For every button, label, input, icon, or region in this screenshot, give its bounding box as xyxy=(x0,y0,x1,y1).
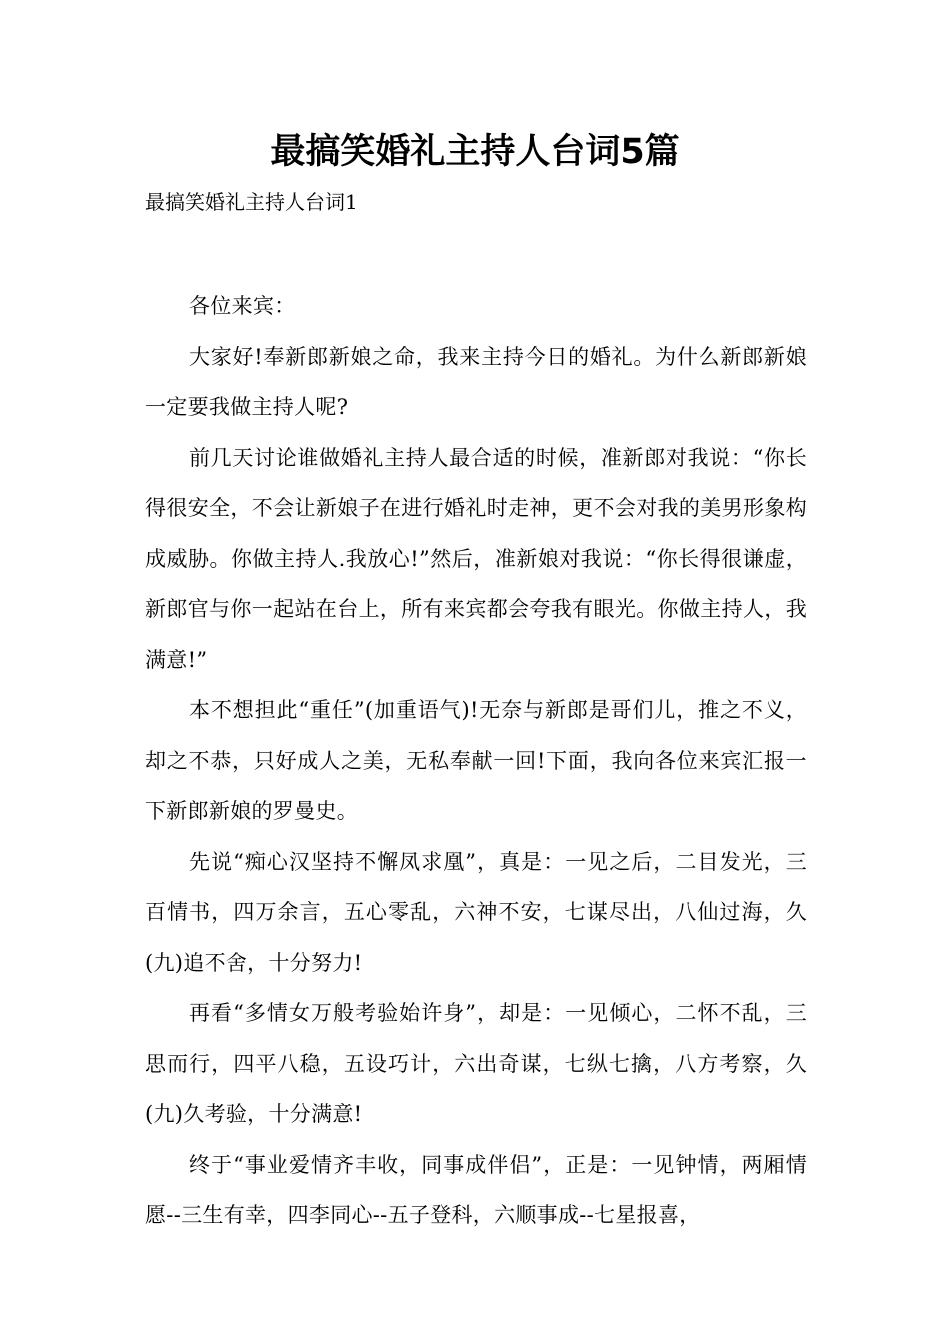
paragraph-3: 前几天讨论谁做婚礼主持人最合适的时候，准新郎对我说：“你长得很安全，不会让新娘子在进行婚礼时走神，更不会对我的美男形象构成威胁。你做主持人.我放心!”然后，准新娘对我说：“你长得很谦虚，新郎官与你一起站在台上，所有来宾都会夸我有眼光。你做主持人，我满意!” xyxy=(145,445,807,672)
paragraph-7: 终于“事业爱情齐丰收，同事成伴侣”，正是：一见钟情，两厢情愿--三生有幸，四李同心--五子登科，六顺事成--七星报喜， xyxy=(145,1152,807,1227)
document-title: 最搞笑婚礼主持人台词5篇 xyxy=(270,132,680,172)
document-body xyxy=(145,281,807,1241)
paragraph-6: 再看“多情女万般考验始许身”，却是：一见倾心，二怀不乱，三思而行，四平八稳，五设巧计，六出奇谋，七纵七擒，八方考察，久(九)久考验，十分满意! xyxy=(145,1001,807,1126)
paragraph-5: 先说“痴心汉坚持不懈凤求凰”，真是：一见之后，二目发光，三百情书，四万余言，五心零乱，六神不安，七谋尽出，八仙过海，久(九)追不舍，十分努力! xyxy=(145,849,807,975)
paragraph-2: 大家好!奉新郎新娘之命，我来主持今日的婚礼。为什么新郎新娘一定要我做主持人呢? xyxy=(145,344,807,419)
paragraph-4: 本不想担此“重任”(加重语气)!无奈与新郎是哥们儿，推之不义，却之不恭，只好成人之美，无私奉献一回!下面，我向各位来宾汇报一下新郎新娘的罗曼史。 xyxy=(145,698,807,823)
document-subtitle: 最搞笑婚礼主持人台词1 xyxy=(145,190,358,214)
paragraph-1: 各位来宾： xyxy=(189,294,296,318)
